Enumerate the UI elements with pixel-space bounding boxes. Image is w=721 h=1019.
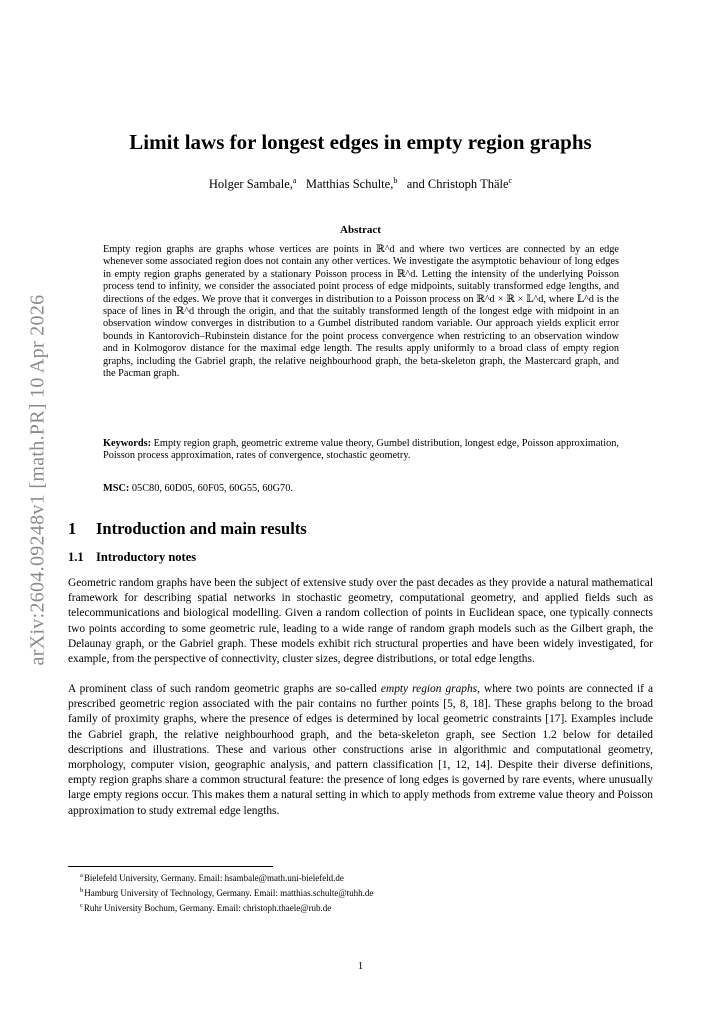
abstract-heading: Abstract <box>340 224 381 236</box>
paragraph-text: Geometric random graphs have been the subject of extensive study over the past decades as they provide a natural mathematical framework for describing spatial networks in stochastic geometry, computational geometry, and applied fields such as telecommunications and biological modelling. Given a random collection of points in Euclidean space, one typically connects two points according to some geometric rule, leading to a wide range of random graph models such as the Gilbert graph, the Delaunay graph, or the Gabriel graph. These models exhibit rich structural properties and have been widely investigated, for example, from the perspective of connectivity, cluster sizes, degree distributions, or total edge lengths. <box>68 577 653 666</box>
footnote <box>80 900 373 915</box>
keywords-text: Empty region graph, geometric extreme value theory, Gumbel distribution, longest edge, Poisson approximation, Poisson process approximation, rates of convergence, stochastic geometry. <box>103 438 619 462</box>
subsection-title: Introductory notes <box>96 550 197 564</box>
arxiv-identifier: arXiv:2604.09248v1 [math.PR] 10 Apr 2026 <box>26 294 49 666</box>
footnote-text: Hamburg University of Technology, Germany. Email: matthias.schulte@tuhh.de <box>84 887 374 898</box>
keywords-label: Keywords: <box>103 438 152 449</box>
footnote-text: Ruhr University Bochum, Germany. Email: christoph.thaele@rub.de <box>83 902 332 913</box>
author-affiliation-mark: b <box>393 176 398 185</box>
author-list <box>0 176 721 192</box>
author-name: and Christoph Thäle <box>406 177 509 192</box>
msc-codes: 05C80, 60D05, 60F05, 60G55, 60G70. <box>131 483 293 494</box>
paragraph-text-part: A prominent class of such random geometric graphs are so-called <box>68 683 381 695</box>
subsection-heading <box>68 550 196 565</box>
author-affiliation-mark: a <box>292 176 297 185</box>
footnote <box>80 885 373 900</box>
msc-block <box>103 483 619 495</box>
footnote <box>80 870 373 885</box>
emphasis-term: empty region graphs <box>380 683 478 695</box>
body-paragraph <box>68 682 653 819</box>
arxiv-sidebar <box>23 270 53 690</box>
footnote-mark: c <box>80 901 83 909</box>
footnote-divider <box>68 866 273 867</box>
paper-title: Limit laws for longest edges in empty region graphs <box>129 130 592 154</box>
page-number: 1 <box>357 960 364 972</box>
footnote-text: Bielefeld University, Germany. Email: hsambale@math.uni-bielefeld.de <box>83 873 344 883</box>
keywords-block <box>103 438 619 463</box>
abstract-text: Empty region graphs are graphs whose vertices are points in ℝ^d and where two vertices are connected by an edge whenever some associated region does not contain any other vertices. We investigate the asymptotic behaviour of long edges in empty region graphs generated by a stationary Poisson process in ℝ^d. Letting the intensity of the underlying Poisson process tend to infinity, we consider the associated point process of edge midpoints, suitably transformed edge lengths, and directions of the edges. We prove that it converges in distribution to a Poisson process on ℝ^d × ℝ × 𝕃^d, where 𝕃^d is the space of lines in ℝ^d through the origin, and that the suitably transformed length of the longest edge with midpoint in an observation window converges in distribution to a Gumbel distributed random variable. Our approach yields explicit error bounds in Kantorovich–Rubinstein distance for the point process convergence when restricting to an observation window and in Kolmogorov distance for the maximal edge length. The results apply uniformly to a broad class of empty region graphs, including the Gabriel graph, the relative neighbourhood graph, the beta-skeleton graph, the Mastercard graph, and the Pacman graph. <box>103 244 619 380</box>
paragraph-text-part: , where two points are connected if a prescribed geometric region associated with the pair contains no further points [5, 8, 18]. These graphs belong to the broad family of proximity graphs, where the presence of edges is determined by local geometric constraints [17]. Examples include the Gabriel graph, the relative neighbourhood graph, and the beta-skeleton graph, see Section 1.2 below for detailed descriptions and illustrations. These and various other constructions arise in algorithmic and computational geometry, morphology, computer vision, geographic analysis, and pattern classification [1, 12, 14]. Despite their diverse definitions, empty region graphs share a common structural feature: the presence of long edges is governed by rare events, where unusually large empty regions occur. This makes them a natural setting in which to apply methods from extreme value theory and Poisson approximation to study extremal edge lengths. <box>68 683 653 817</box>
section-heading <box>68 519 307 539</box>
section-number: 1 <box>68 519 77 538</box>
author-affiliation-mark: c <box>508 176 513 185</box>
author-name: Holger Sambale, <box>208 177 293 192</box>
msc-label: MSC: <box>103 483 130 494</box>
footnotes <box>80 870 373 914</box>
paragraph-text <box>68 682 653 819</box>
section-title: Introduction and main results <box>96 519 307 538</box>
subsection-number: 1.1 <box>68 550 84 564</box>
footnote-mark: a <box>80 872 83 879</box>
body-paragraph <box>68 576 653 667</box>
author-name: Matthias Schulte, <box>305 177 394 192</box>
footnote-mark: b <box>80 886 84 894</box>
